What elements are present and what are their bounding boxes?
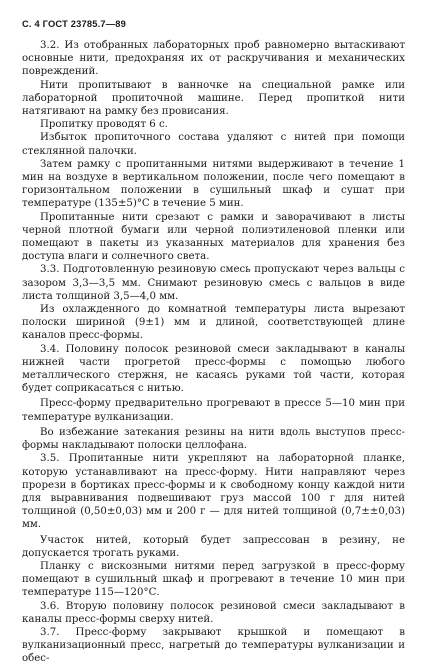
paragraph: Избыток пропиточного состава удаляют с нитей при помощи стеклянной палочки. <box>22 132 405 157</box>
paragraph: Участок нитей, который будет запрессован в резину, не допускается трогать руками. <box>22 534 405 559</box>
paragraph: Пресс-форму предварительно прогревают в прессе 5—10 мин при температуре вулканизации. <box>22 398 405 423</box>
paragraph-3-3: 3.3. Подготовленную резиновую смесь пропускают через вальцы с зазором 3,3—3,5 мм. Снимают резиновую смесь с вальцов в виде листа толщиной 3,5—4,0 мм. <box>22 264 405 302</box>
paragraph: Во избежание затекания резины на нити вдоль выступов пресс-формы накладывают полоски целлофана. <box>22 426 405 452</box>
paragraph-3-4: 3.4. Половину полосок резиновой смеси закладывают в каналы нижней части прогретой пресс-формы с помощью любого металлического стержня, не касаясь руками той части, которая будет соприкасаться с нитью. <box>22 343 405 395</box>
page-header: С. 4 ГОСТ 23785.7—89 <box>22 19 127 29</box>
document-body <box>22 39 405 666</box>
paragraph: Планку с вискозными нитями перед загрузкой в пресс-форму помещают в сушильный шкаф и прогревают в течение 10 мин при температуре 115—120°С. <box>22 560 405 599</box>
paragraph: Нити пропитывают в ванночке на специальной рамке или лабораторной пропиточной машине. Перед пропиткой нити натягивают на рамку без провисания. <box>22 79 405 118</box>
paragraph: Пропитку проводят 6 с. <box>40 119 168 131</box>
paragraph-3-7: 3.7. Пресс-форму закрывают крышкой и помещают в вулканизационный пресс, нагретый до температуры вулканизации и обес- <box>22 626 405 665</box>
paragraph: Пропитанные нити срезают с рамки и заворачивают в листы черной плотной бумаги или черной полиэтиленовой пленки или помещают в пакеты из указанных материалов для хранения без доступа влаги и солнечного света. <box>22 211 405 263</box>
paragraph-3-5: 3.5. Пропитанные нити укрепляют на лабораторной планке, которую устанавливают на пресс-форму. Нити направляют через прорези в бортиках пресс-формы и к свободному концу каждой нити для выравнивания подвешивают груз массой 100 г для нитей толщиной (0,50±0,03) мм и 200 г — для нитей толщиной (0,7±±0,03) мм. <box>22 453 405 531</box>
paragraph-3-2: 3.2. Из отобранных лабораторных проб равномерно вытаскивают основные нити, предохраняя их от раскручивания и механических повреждений. <box>22 40 405 78</box>
paragraph: Из охлажденного до комнатной температуры листа вырезают полоски шириной (9±1) мм и длиной, соответствующей длине каналов пресс-формы. <box>22 304 405 342</box>
paragraph-3-6: 3.6. Вторую половину полосок резиновой смеси закладывают в каналы пресс-формы сверху нитей. <box>22 600 405 625</box>
paragraph: Затем рамку с пропитанными нитями выдерживают в течение 1 мин на воздухе в вертикальном положении, после чего помещают в горизонтальном положении в сушильный шкаф и сушат при температуре (135±5)°С в течение 5 мин. <box>22 158 405 210</box>
